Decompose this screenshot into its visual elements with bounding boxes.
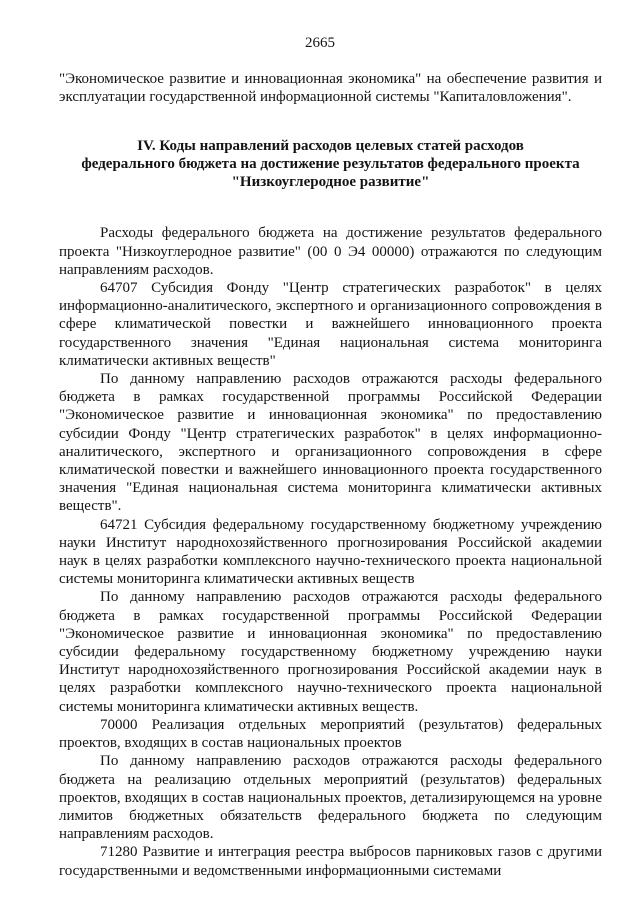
document-body [59, 70, 602, 880]
paragraph-64721-description: По данному направлению расходов отражаются расходы федерального бюджета в рамках государственной программы Российской Федерации "Экономическое развитие и инновационная экономика" по предоставлению субсидии федеральному государственному бюджетному учреждению науки Институт народнохозяйственного прогнозирования Российской академии наук в целях разработки комплексного научно-технического проекта национальной системы мониторинга климатически активных веществ. [59, 589, 602, 715]
paragraph-code-64707: 64707 Субсидия Фонду "Центр стратегических разработок" в целях информационно-аналитического, экспертного и организационного сопровождения в сфере климатической повестки и важнейшего инновационного проекта государственного значения "Единая национальная система мониторинга климатически активных веществ" [59, 280, 602, 369]
section-heading [59, 137, 602, 191]
intro-paragraph: "Экономическое развитие и инновационная экономика" на обеспечение развития и эксплуатации государственной информационной системы "Капиталовложения". [59, 71, 602, 106]
paragraph-code-71280: 71280 Развитие и интеграция реестра выбросов парниковых газов с другими государственными и ведомственными информационными системами [59, 844, 602, 879]
paragraph-70000-description: По данному направлению расходов отражаются расходы федерального бюджета на реализацию отдельных мероприятий (результатов) федеральных проектов, входящих в состав национальных проектов, детализирующемся на уровне лимитов бюджетных обязательств федерального бюджета по следующим направлениям расходов. [59, 753, 602, 843]
paragraph-code-70000: 70000 Реализация отдельных мероприятий (результатов) федеральных проектов, входящих в состав национальных проектов [59, 716, 602, 752]
paragraph-64707-description: По данному направлению расходов отражаются расходы федерального бюджета в рамках государственной программы Российской Федерации "Экономическое развитие и инновационная экономика" по предоставлению субсидии Фонду "Центр стратегических разработок" в целях информационно-аналитического, экспертного и организационного сопровождения в сфере климатической повестки и важнейшего инновационного проекта государственного значения "Единая национальная система мониторинга климатически активных веществ". [59, 371, 602, 515]
section-heading-line-3: "Низкоуглеродное развитие" [231, 174, 430, 191]
section-heading-line-1: IV. Коды направлений расходов целевых статей расходов [137, 138, 524, 155]
page-number: 2665 [305, 35, 335, 51]
section-heading-line-2: федерального бюджета на достижение результатов федерального проекта [81, 156, 580, 173]
paragraph-expenses-intro: Расходы федерального бюджета на достижение результатов федерального проекта "Низкоуглеродное развитие" (00 0 Э4 00000) отражаются по следующим направлениям расходов. [59, 225, 602, 278]
paragraph-code-64721: 64721 Субсидия федеральному государственному бюджетному учреждению науки Институт народнохозяйственного прогнозирования Российской академии наук в целях разработки комплексного научно-технического проекта национальной системы мониторинга климатически активных веществ [59, 516, 602, 588]
